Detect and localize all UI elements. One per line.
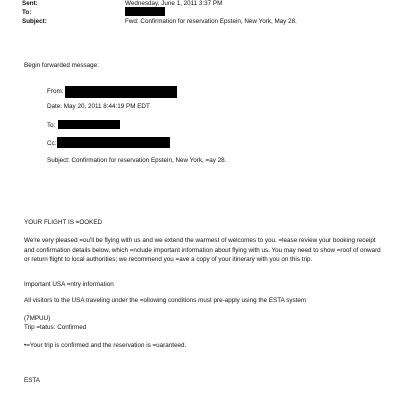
to-label: To: [22,9,32,16]
esta-label: ESTA [24,377,40,384]
forward-subject: Subject: Confirmation for reservation Epstein, New York, =ay 28. [47,157,227,164]
subject-value: Fwd: Confirmation for reservation Epstein, New York, May 28. [125,18,297,25]
cc-redaction [57,137,170,148]
trip-status: Trip =tatus: Confirmed [24,324,87,331]
esta-requirement: All visitors to the USA traveling under the =ollowing conditions must pre-apply using the ESTA system [24,297,307,304]
guarantee-line: •=Your trip is confirmed and the reservation is =uaranteed. [24,342,187,349]
sent-value: Wednesday, June 1, 2011 3:37 PM [125,0,223,7]
important-usa: Important USA =ntry information [24,281,114,288]
welcome-paragraph: We're very pleased =ou'll be flying with us and we extend the warmest of welcomes to you. =lease review your booking receipt and confirmation details below, which =nclude important information about flying with us. You may need to show =roof of onward or return flight to local authorities; we recommend you =ave a copy of your itinerary with you on this trip. [24,237,381,263]
to-redaction [125,7,165,16]
booking-code: (7MPUU) [24,315,51,322]
forward-to-redaction [58,120,120,129]
forward-from-label: From: [47,88,64,95]
flight-heading: YOUR FLIGHT IS =OOKED [24,219,103,226]
forward-to-label: To: [47,122,56,129]
from-redaction [65,86,177,98]
forward-intro: Begin forwarded message: [24,62,99,69]
forward-cc-label: Cc: [47,140,57,147]
sent-label: Sent: [22,0,38,7]
forward-date: Date: May 20, 2011 8:44:19 PM EDT [47,103,150,110]
subject-label: Subject: [22,18,47,25]
